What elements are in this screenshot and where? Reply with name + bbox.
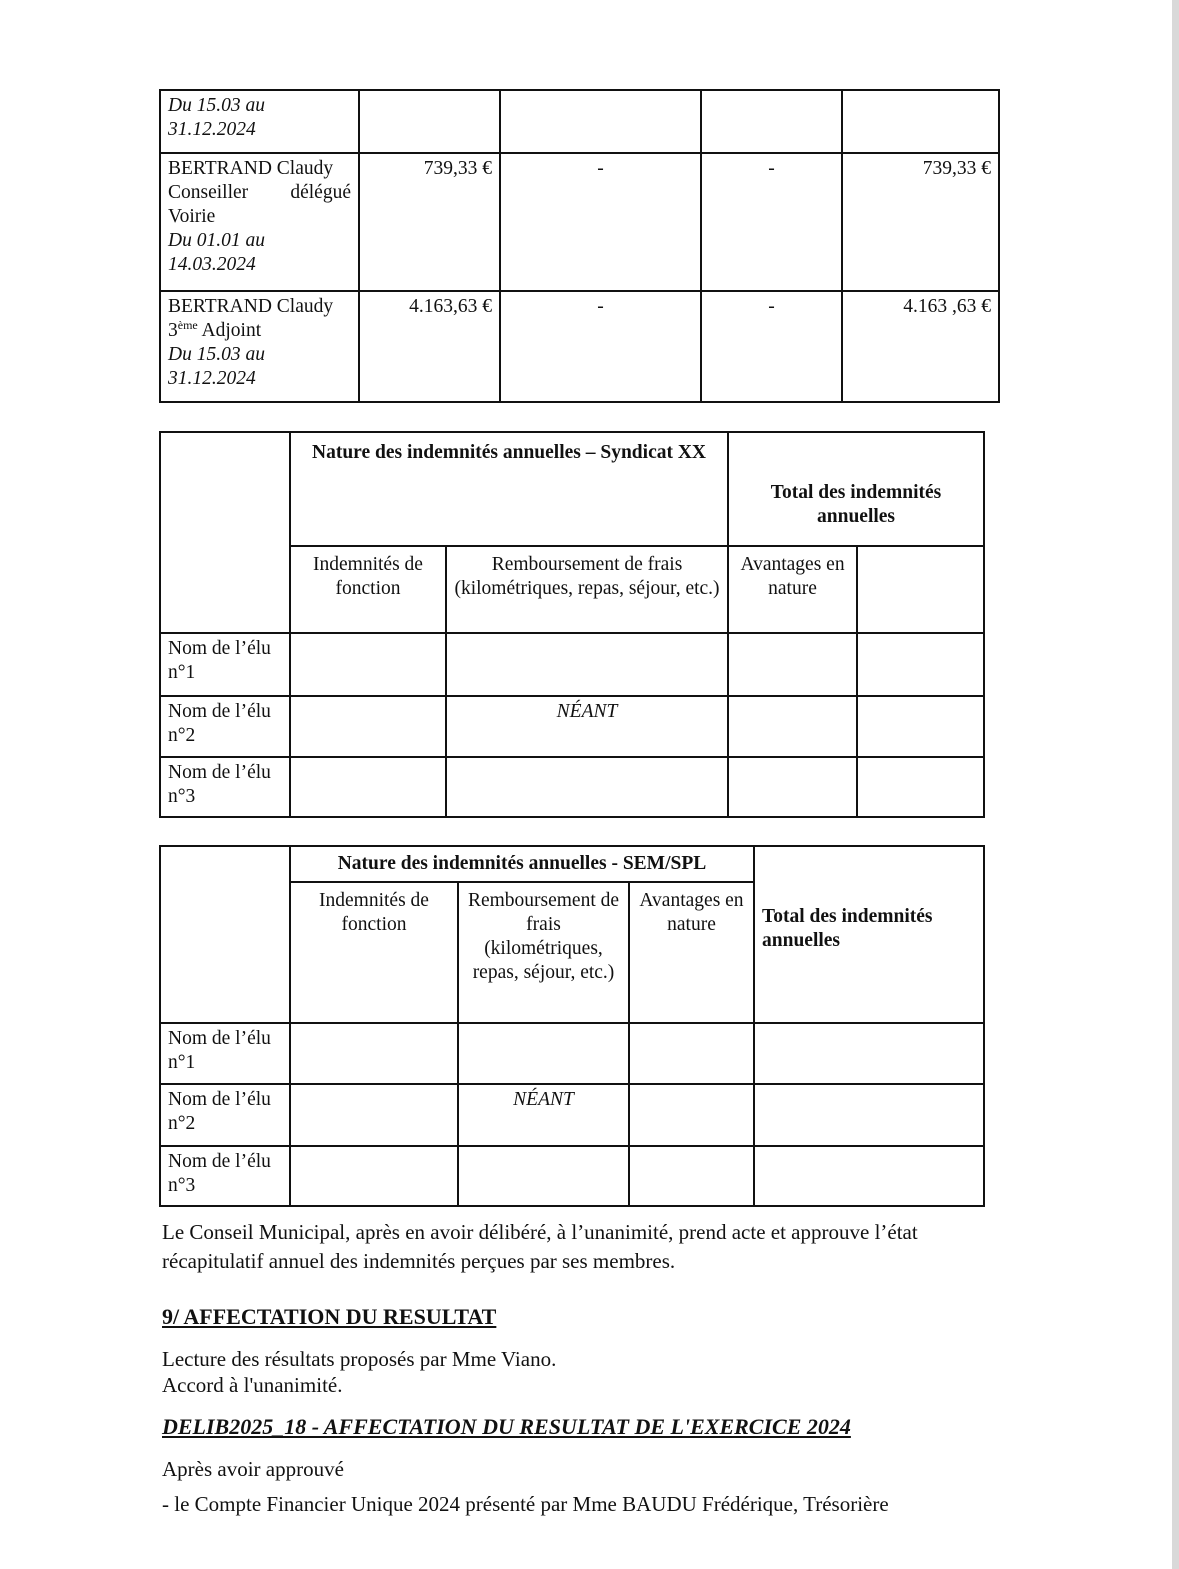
empty-cell (857, 546, 984, 633)
empty-cell (857, 757, 984, 817)
elu-name-cell: Nom de l’élu n°1 (160, 1023, 290, 1084)
elu-name: BERTRAND Claudy (168, 296, 334, 317)
section-heading: 9/ AFFECTATION DU RESULTAT (162, 1304, 497, 1329)
role-part: délégué (290, 182, 351, 203)
col-avantages: Avantages en nature (629, 882, 754, 1023)
table-row (160, 757, 984, 817)
conseil-paragraph (162, 1218, 918, 1276)
elu-role-line: Voirie (168, 206, 216, 227)
total-cell: 739,33 € (842, 153, 999, 291)
table-header-row (160, 432, 984, 546)
col-fonction: Indemnités de fonction (290, 882, 458, 1023)
empty-cell (842, 90, 999, 153)
indemnites-table-commune (159, 89, 1000, 403)
elu-cell (160, 153, 359, 291)
empty-cell (500, 90, 701, 153)
amount-cell: - (500, 153, 701, 291)
elu-cell (160, 291, 359, 402)
empty-cell (629, 1023, 754, 1084)
header-total: Total des indemnités annuelles (754, 846, 984, 1023)
elu-role (168, 319, 351, 343)
col-frais: Remboursement de frais (kilométriques, repas, séjour, etc.) (446, 546, 728, 633)
role-word: Adjoint (197, 320, 262, 341)
amount-cell: 4.163,63 € (359, 291, 500, 402)
empty-cell (290, 1084, 458, 1146)
amount-cell: - (701, 153, 842, 291)
empty-cell (629, 1084, 754, 1146)
total-cell: 4.163 ,63 € (842, 291, 999, 402)
elu-name-cell: Nom de l’élu n°2 (160, 1084, 290, 1146)
table-row (160, 1146, 984, 1206)
paragraph-line: Lecture des résultats proposés par Mme Viano. (162, 1347, 557, 1371)
empty-cell (446, 757, 728, 817)
neant-cell: NÉANT (446, 696, 728, 757)
lecture-paragraph (162, 1345, 556, 1400)
amount-cell: - (500, 291, 701, 402)
col-fonction: Indemnités de fonction (290, 546, 446, 633)
empty-corner-cell (160, 846, 290, 1023)
col-avantages: Avantages en nature (728, 546, 857, 633)
table-row (160, 696, 984, 757)
elu-cell (160, 90, 359, 153)
elu-name-cell: Nom de l’élu n°1 (160, 633, 290, 696)
empty-cell (728, 633, 857, 696)
elu-role (168, 181, 351, 205)
period-line: 31.12.2024 (168, 368, 256, 389)
header-nature: Nature des indemnités annuelles – Syndicat XX (290, 432, 728, 546)
paragraph-line: Accord à l'unanimité. (162, 1373, 343, 1397)
amount-cell: - (701, 291, 842, 402)
period-line: 14.03.2024 (168, 254, 256, 275)
amount-cell: 739,33 € (359, 153, 500, 291)
period-line: Du 15.03 au (168, 95, 265, 116)
neant-cell: NÉANT (458, 1084, 629, 1146)
table-row (160, 1023, 984, 1084)
table-row (160, 90, 999, 153)
delib-heading: DELIB2025_18 - AFFECTATION DU RESULTAT DE L'EXERCICE 2024 (162, 1414, 851, 1439)
period-line: Du 15.03 au (168, 344, 265, 365)
empty-cell (290, 1023, 458, 1084)
elu-name-cell: Nom de l’élu n°3 (160, 757, 290, 817)
header-total: Total des indemnités annuelles (728, 432, 984, 546)
indemnites-table-sem-spl (159, 845, 985, 1207)
empty-cell (754, 1146, 984, 1206)
elu-name-cell: Nom de l’élu n°3 (160, 1146, 290, 1206)
empty-cell (728, 757, 857, 817)
role-part: Conseiller (168, 182, 249, 203)
table-row (160, 291, 999, 402)
empty-cell (754, 1023, 984, 1084)
empty-cell (290, 633, 446, 696)
role-sup: ème (177, 318, 198, 332)
col-frais: Remboursement de frais (kilométriques, repas, séjour, etc.) (458, 882, 629, 1023)
page-edge (1172, 0, 1179, 1569)
paragraph-line: récapitulatif annuel des indemnités perçues par ses membres. (162, 1249, 676, 1273)
empty-cell (754, 1084, 984, 1146)
empty-cell (446, 633, 728, 696)
empty-cell (629, 1146, 754, 1206)
table-row (160, 1084, 984, 1146)
empty-cell (458, 1023, 629, 1084)
empty-cell (701, 90, 842, 153)
role-number: 3 (168, 320, 178, 341)
empty-cell (857, 633, 984, 696)
empty-cell (359, 90, 500, 153)
empty-cell (458, 1146, 629, 1206)
header-nature: Nature des indemnités annuelles - SEM/SPL (290, 846, 754, 882)
indemnites-table-syndicat (159, 431, 985, 818)
empty-cell (290, 696, 446, 757)
empty-cell (728, 696, 857, 757)
table-row (160, 153, 999, 291)
elu-name: BERTRAND Claudy (168, 158, 334, 179)
compte-line: - le Compte Financier Unique 2024 présenté par Mme BAUDU Frédérique, Trésorière (162, 1492, 889, 1516)
empty-corner-cell (160, 432, 290, 633)
period-line: Du 01.01 au (168, 230, 265, 251)
empty-cell (290, 1146, 458, 1206)
table-row (160, 633, 984, 696)
empty-cell (290, 757, 446, 817)
paragraph-line: Le Conseil Municipal, après en avoir délibéré, à l’unanimité, prend acte et approuve l’état (162, 1220, 918, 1244)
apres-line: Après avoir approuvé (162, 1457, 344, 1481)
table-header-row (160, 846, 984, 882)
empty-cell (857, 696, 984, 757)
period-line: 31.12.2024 (168, 119, 256, 140)
elu-name-cell: Nom de l’élu n°2 (160, 696, 290, 757)
